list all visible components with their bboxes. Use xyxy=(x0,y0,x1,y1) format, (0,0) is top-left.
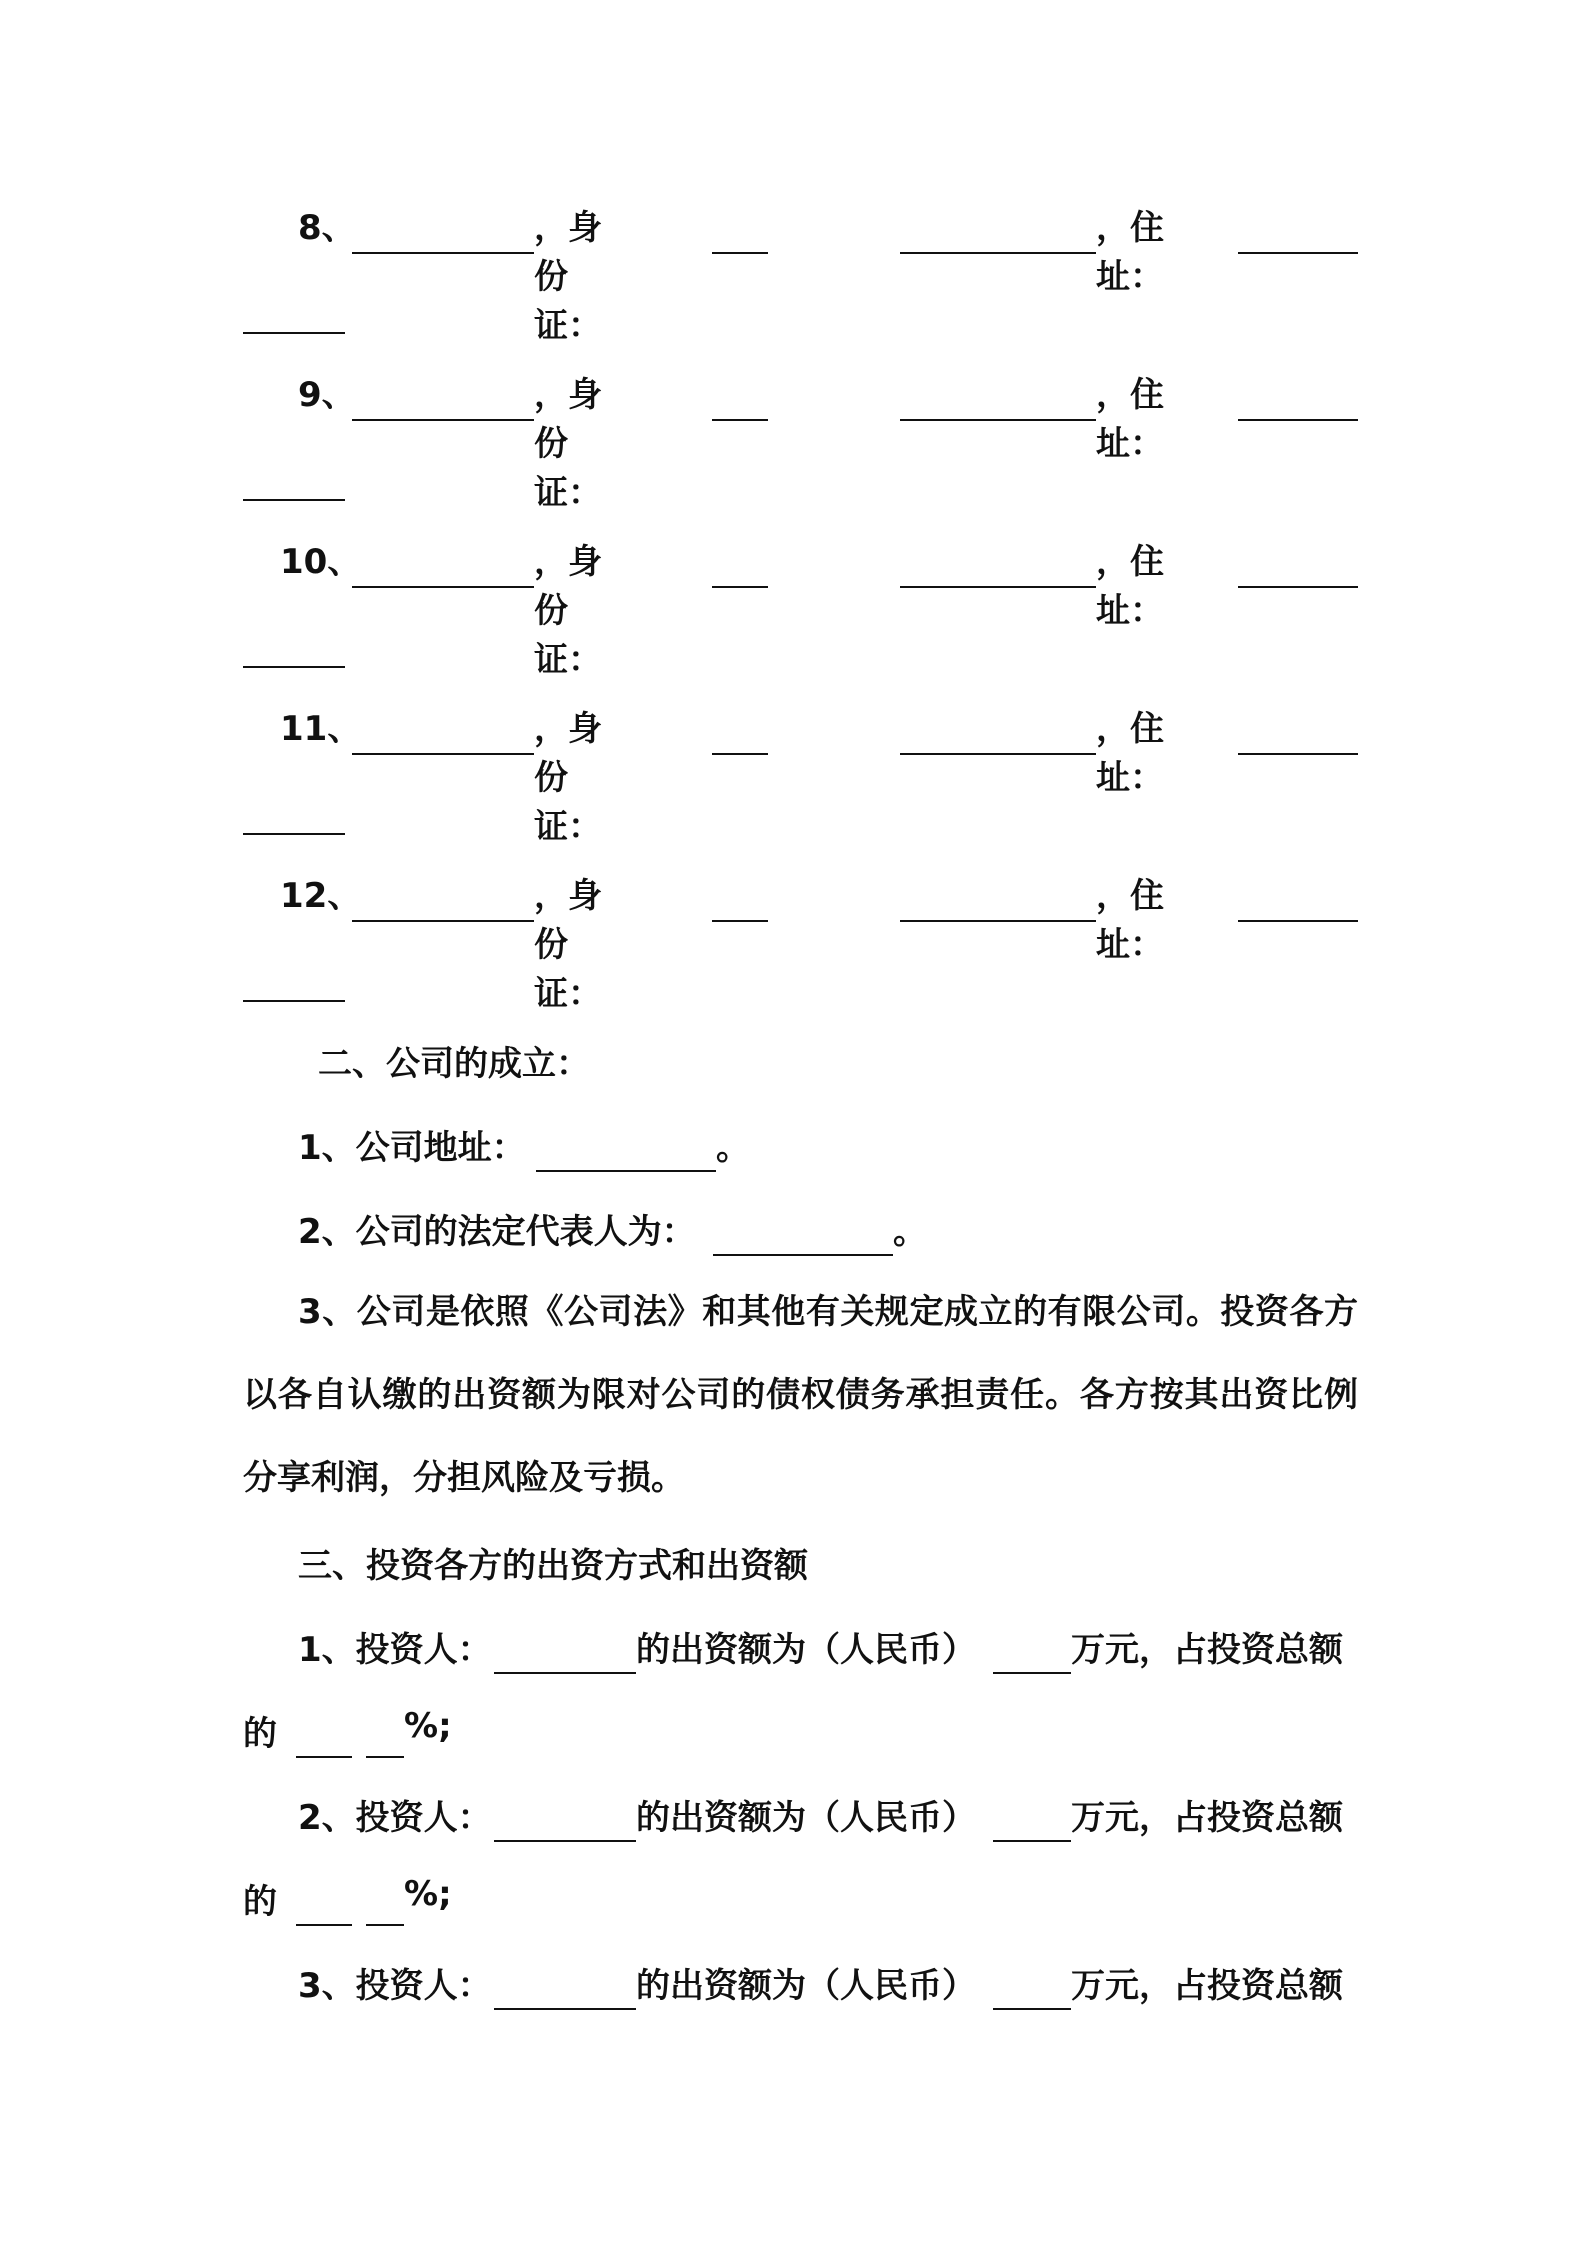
investor-2-of: 的 xyxy=(243,1882,277,1922)
section3-heading: 三、投资各方的出资方式和出资额 xyxy=(298,1546,808,1586)
address-label: ，住址： xyxy=(1096,208,1164,297)
investor-2-amount-blank xyxy=(993,1800,1071,1842)
address-blank xyxy=(1238,379,1358,421)
investor-1-pct-blank-b xyxy=(366,1716,404,1758)
address-blank xyxy=(1238,546,1358,588)
id-blank-end xyxy=(900,379,1096,421)
investor-3-label: 3、投资人： xyxy=(298,1966,492,2006)
id-blank-end xyxy=(900,212,1096,254)
address-blank-continued xyxy=(243,459,345,501)
investor-1-label: 1、投资人： xyxy=(298,1630,492,1670)
id-blank-start xyxy=(712,880,768,922)
id-label: ，身份证： xyxy=(534,208,602,346)
investor-3-unit: 万元，占投资总额 xyxy=(1071,1966,1343,2006)
id-blank-start xyxy=(712,546,768,588)
investor-1-amount-blank xyxy=(993,1632,1071,1674)
investor-1-pct-blank-a xyxy=(296,1716,352,1758)
address-blank xyxy=(1238,713,1358,755)
investor-2-pct-blank-a xyxy=(296,1884,352,1926)
investor-1-unit: 万元，占投资总额 xyxy=(1071,1630,1343,1670)
address-label: ，住址： xyxy=(1096,709,1164,798)
entry-number: 11、 xyxy=(280,709,362,749)
address-blank xyxy=(1238,880,1358,922)
company-address-blank xyxy=(536,1130,716,1172)
entry-number: 12、 xyxy=(280,876,362,916)
entry-number: 8、 xyxy=(298,208,356,248)
address-blank-continued xyxy=(243,626,345,668)
investor-2-unit: 万元，占投资总额 xyxy=(1071,1798,1343,1838)
investor-3-name-blank xyxy=(494,1968,636,2010)
name-blank xyxy=(352,379,534,421)
investor-3-amount-blank xyxy=(993,1968,1071,2010)
name-blank xyxy=(352,212,534,254)
investor-2-name-blank xyxy=(494,1800,636,1842)
investor-3-mid: 的出资额为（人民币） xyxy=(636,1966,976,2006)
entry-number: 9、 xyxy=(298,375,356,415)
id-blank-start xyxy=(712,212,768,254)
section2-heading: 二、公司的成立： xyxy=(318,1044,590,1084)
address-blank-continued xyxy=(243,793,345,835)
legal-representative-label: 2、公司的法定代表人为： xyxy=(298,1212,696,1252)
id-blank-start xyxy=(712,713,768,755)
legal-representative-end: 。 xyxy=(893,1212,927,1252)
address-label: ，住址： xyxy=(1096,375,1164,464)
address-blank xyxy=(1238,212,1358,254)
id-label: ，身份证： xyxy=(534,542,602,680)
id-blank-start xyxy=(712,379,768,421)
company-address-label: 1、公司地址： xyxy=(298,1128,526,1168)
address-blank-continued xyxy=(243,292,345,334)
company-address-end: 。 xyxy=(716,1128,750,1168)
address-blank-continued xyxy=(243,960,345,1002)
id-label: ，身份证： xyxy=(534,709,602,847)
name-blank xyxy=(352,880,534,922)
investor-1-mid: 的出资额为（人民币） xyxy=(636,1630,976,1670)
id-blank-end xyxy=(900,546,1096,588)
address-label: ，住址： xyxy=(1096,542,1164,631)
investor-1-name-blank xyxy=(494,1632,636,1674)
investor-1-pct: %; xyxy=(404,1706,452,1746)
investor-2-pct: %; xyxy=(404,1874,452,1914)
id-blank-end xyxy=(900,713,1096,755)
investor-2-label: 2、投资人： xyxy=(298,1798,492,1838)
address-label: ，住址： xyxy=(1096,876,1164,965)
legal-representative-blank xyxy=(713,1214,893,1256)
company-liability-paragraph: 3、公司是依照《公司法》和其他有关规定成立的有限公司。投资各方以各自认缴的出资额为限对公司的债权债务承担责任。各方按其出资比例分享利润，分担风险及亏损。 xyxy=(243,1292,1358,1498)
name-blank xyxy=(352,713,534,755)
investor-2-pct-blank-b xyxy=(366,1884,404,1926)
investor-1-of: 的 xyxy=(243,1714,277,1754)
investor-2-mid: 的出资额为（人民币） xyxy=(636,1798,976,1838)
id-blank-end xyxy=(900,880,1096,922)
entry-number: 10、 xyxy=(280,542,362,582)
name-blank xyxy=(352,546,534,588)
id-label: ，身份证： xyxy=(534,876,602,1014)
id-label: ，身份证： xyxy=(534,375,602,513)
